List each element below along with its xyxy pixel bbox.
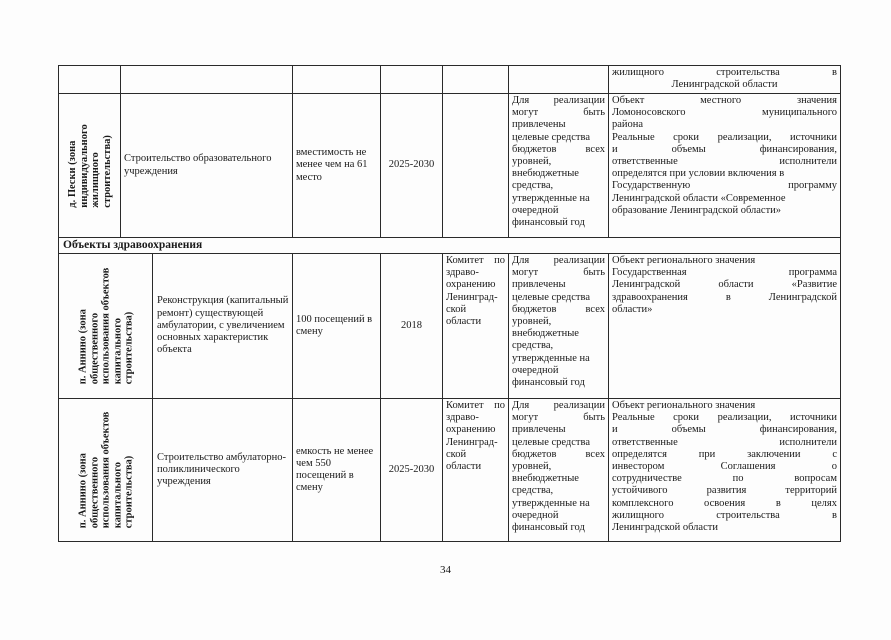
funding-line: могут быть [512, 107, 605, 119]
object-period: 2025-2030 [388, 159, 435, 171]
note-line: области» [612, 303, 653, 315]
zone-line: использования объектов [99, 267, 111, 385]
funding-line: целевые средства [512, 291, 590, 303]
funding-line: внебюджетные [512, 328, 579, 340]
zone-line: индивидуального [78, 123, 89, 208]
committee-line: здраво- [446, 267, 479, 279]
note-line: определятся при заключении с [612, 448, 837, 460]
cell-period [381, 254, 443, 399]
note-line: жилищного строительства в [612, 67, 837, 78]
object-capacity: вместимость не менее чем на 61 место [296, 147, 368, 183]
cell-committee [443, 254, 509, 399]
zone-line: жилищного [89, 151, 101, 208]
note-line: Ломоносовского муниципального [612, 107, 837, 119]
funding-line: уровней, [512, 156, 552, 168]
zone-line: п. Аннино (зона [76, 453, 88, 529]
note-line: жилищного строительства в [612, 509, 837, 521]
cell-committee [443, 399, 509, 542]
note-line: Государственную программу [612, 180, 837, 192]
committee-line: Комитет по [446, 255, 505, 266]
funding-line: целевые средства [512, 131, 590, 143]
zone-line: д. Пески (зона [66, 140, 78, 208]
cell-period [381, 94, 443, 238]
cell-note [609, 254, 841, 399]
note-line: района [612, 119, 644, 131]
cell-committee [443, 94, 509, 238]
funding-line: средства, [512, 340, 554, 352]
cell-name [153, 254, 293, 399]
funding-line: финансовый год [512, 522, 585, 534]
note-line: сотрудничестве по вопросам [612, 473, 837, 485]
object-capacity: емкость не менее чем 550 посещений в смену [296, 445, 374, 494]
zone-line: строительства) [101, 134, 112, 208]
funding-line: привлечены [512, 279, 566, 291]
cell-zone [59, 66, 121, 94]
cell-name [121, 66, 293, 94]
cell-committee [443, 66, 509, 94]
funding-line: очередной [512, 509, 559, 521]
object-period: 2025-2030 [388, 463, 435, 475]
committee-line: Ленинград- [446, 436, 498, 448]
note-line: Объект регионального значения [612, 255, 756, 266]
table-row [59, 94, 841, 238]
funding-line: бюджетов всех [512, 448, 605, 460]
cell-capacity [293, 254, 381, 399]
note-line: определятся при условии включения в [612, 168, 785, 180]
table-row [59, 254, 841, 399]
funding-line: могут быть [512, 412, 605, 424]
committee-line: области [446, 316, 482, 328]
cell-zone [59, 399, 153, 542]
cell-funding [509, 254, 609, 399]
zone-line: общественного [88, 312, 100, 385]
cell-name [121, 94, 293, 238]
zone-label [67, 124, 113, 207]
cell-period [381, 399, 443, 542]
zone-line: использования объектов [99, 411, 111, 529]
section-heading-row [59, 238, 841, 254]
cell-capacity [293, 66, 381, 94]
funding-line: финансовый год [512, 217, 585, 229]
funding-line: финансовый год [512, 377, 585, 389]
cell-funding [509, 94, 609, 238]
cell-capacity [293, 399, 381, 542]
funding-line: привлечены [512, 119, 566, 131]
note-line: Реальные сроки реализации, источники [612, 412, 837, 424]
cell-note [609, 94, 841, 238]
note-line: Ленинградской области «Развитие [612, 279, 837, 291]
section-heading: Объекты здравоохранения [59, 238, 841, 254]
funding-line: очередной [512, 364, 559, 376]
funding-line: Для реализации [512, 95, 605, 106]
funding-line: внебюджетные [512, 473, 579, 485]
funding-line: бюджетов всех [512, 143, 605, 155]
funding-line: могут быть [512, 267, 605, 279]
funding-line: средства, [512, 485, 554, 497]
committee-line: Комитет по [446, 400, 505, 411]
object-name: Реконструкция (капитальный ремонт) существующей амбулатории, с увеличением основных характеристик объекта [157, 295, 289, 356]
note-line: Ленинградской области [671, 79, 778, 91]
cell-note [609, 66, 841, 94]
funding-line: привлечены [512, 424, 566, 436]
note-line: Ленинградской области «Современное [612, 192, 786, 204]
note-line: Объект регионального значения [612, 400, 756, 411]
funding-line: уровней, [512, 461, 552, 473]
object-period: 2018 [401, 319, 422, 331]
note-line: устойчивого развития территорий [612, 485, 837, 497]
funding-line: бюджетов всех [512, 303, 605, 315]
funding-line: средства, [512, 180, 554, 192]
note-line: и объемы финансирования, [612, 424, 837, 436]
funding-line: очередной [512, 204, 559, 216]
cell-note [609, 399, 841, 542]
cell-period [381, 66, 443, 94]
note-line: ответственные исполнители [612, 156, 837, 168]
cell-name [153, 399, 293, 542]
note-line: здравоохранения в Ленинградской [612, 291, 837, 303]
zone-line: строительства) [122, 311, 134, 385]
zone-line: капитального [111, 318, 123, 385]
cell-zone [59, 254, 153, 399]
committee-line: Ленинград- [446, 291, 498, 303]
object-name: Строительство образовательного учреждения [124, 153, 272, 177]
note-line: ответственные исполнители [612, 436, 837, 448]
page-number: 34 [440, 564, 451, 576]
table-row [59, 66, 841, 94]
funding-line: целевые средства [512, 436, 590, 448]
note-line: Государственная программа [612, 267, 837, 279]
note-line: Объект местного значения [612, 95, 837, 106]
funding-line: утвержденные на [512, 352, 590, 364]
committee-line: ской [446, 303, 467, 315]
cell-zone [59, 94, 121, 238]
committee-line: здраво- [446, 412, 479, 424]
funding-line: утвержденные на [512, 192, 590, 204]
committee-line: ской [446, 448, 467, 460]
note-line: комплексного освоения в целях [612, 497, 837, 509]
note-line: и объемы финансирования, [612, 143, 837, 155]
cell-capacity [293, 94, 381, 238]
funding-line: Для реализации [512, 255, 605, 266]
committee-line: охранению [446, 424, 496, 436]
zone-label [77, 412, 135, 529]
zone-line: общественного [88, 456, 100, 529]
cell-funding [509, 399, 609, 542]
object-capacity: 100 посещений в смену [296, 313, 373, 337]
cell-funding [509, 66, 609, 94]
note-line: Ленинградской области [612, 522, 718, 534]
zone-line: строительства) [122, 455, 134, 529]
note-line: инвестором Соглашения о [612, 461, 837, 473]
table-row [59, 399, 841, 542]
note-line: Реальные сроки реализации, источники [612, 131, 837, 143]
zone-line: капитального [111, 462, 123, 529]
objects-table [58, 65, 841, 542]
zone-label [77, 268, 135, 385]
funding-line: внебюджетные [512, 168, 579, 180]
zone-line: п. Аннино (зона [76, 309, 88, 385]
note-line: образование Ленинградской области» [612, 204, 782, 216]
funding-line: Для реализации [512, 400, 605, 411]
object-name: Строительство амбулаторно-поликлинического учреждения [157, 451, 286, 488]
funding-line: уровней, [512, 316, 552, 328]
funding-line: утвержденные на [512, 497, 590, 509]
committee-line: охранению [446, 279, 496, 291]
committee-line: области [446, 461, 482, 473]
